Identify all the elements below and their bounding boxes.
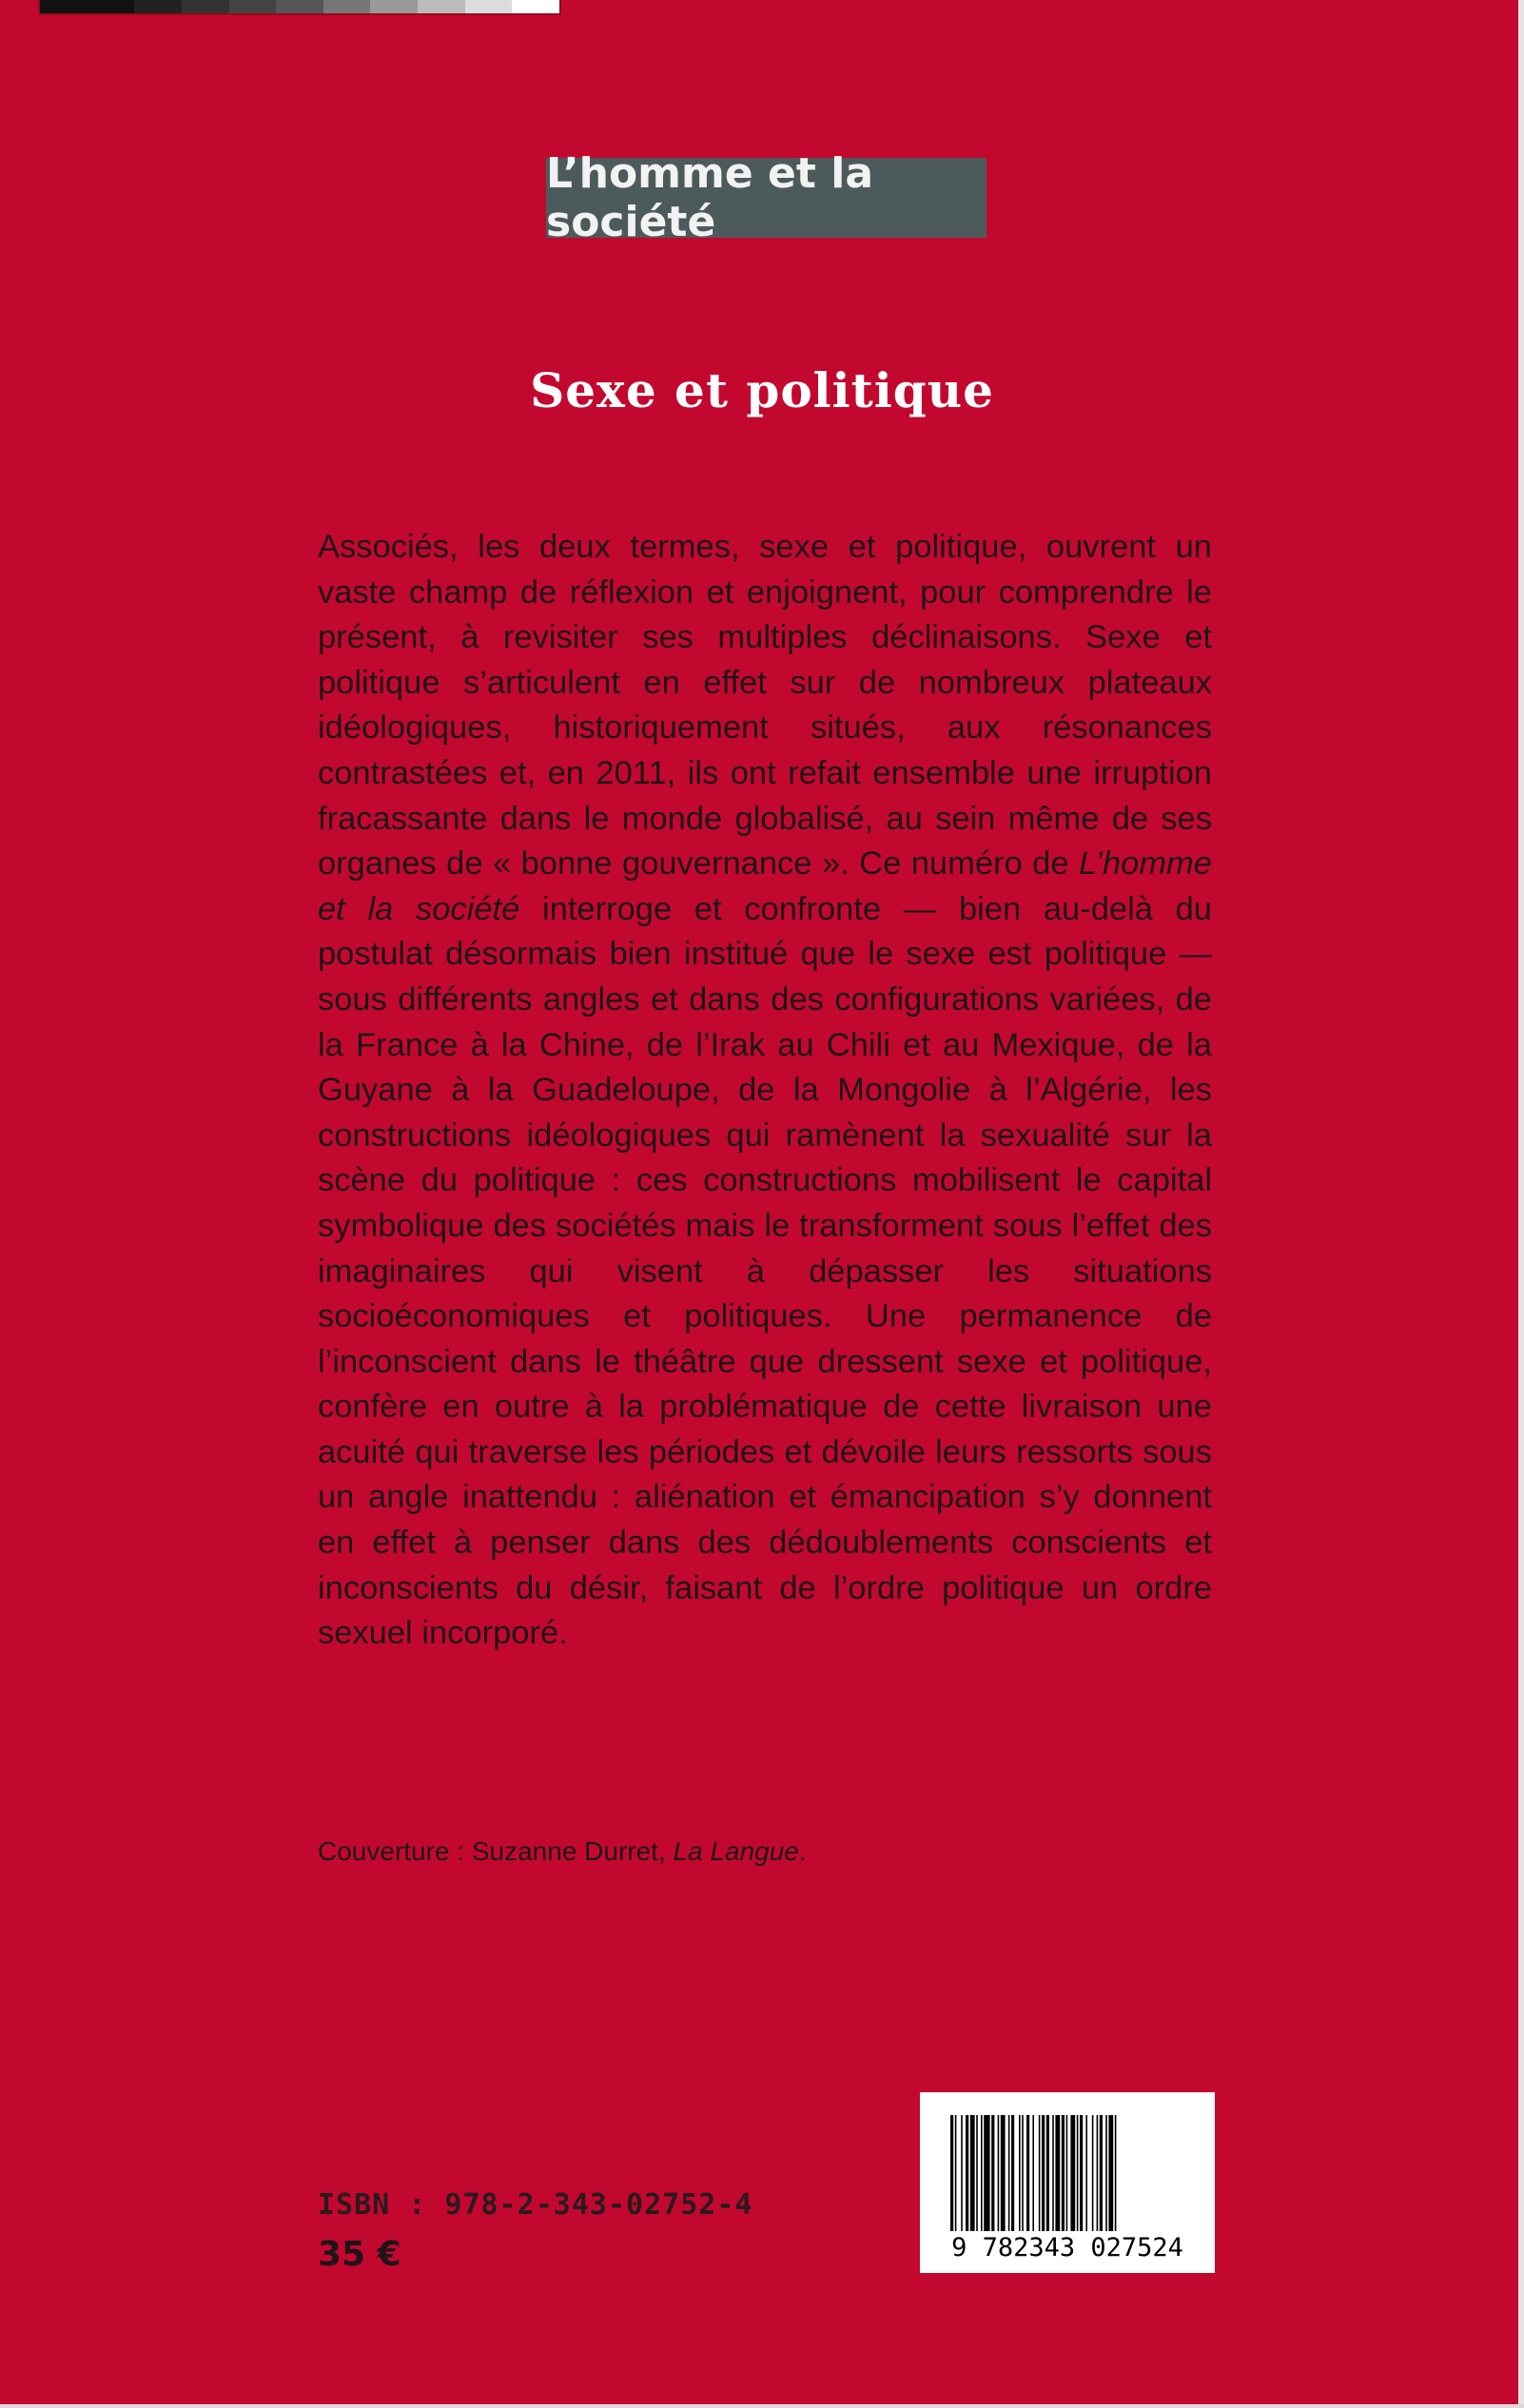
cover-credit (318, 1836, 807, 1867)
page-edge-bottom (0, 2404, 1524, 2408)
blurb-text (318, 525, 1212, 1657)
blurb-part-2: interroge et confronte — bien au-delà du postulat désormais bien institué que le sexe est politique — sous différents angles et dans des configurations variées, de la France à la Chine, de l’Irak au Chili et au Mexique, de la Guyane à la Guadeloupe, de la Mongolie à l’Algérie, les constructions idéologiques qui ramènent la sexualité sur la scène du politique : ces constructions mobilisent le capital symbolique des sociétés mais le transforment sous l’effet des imaginaires qui visent à dépasser les situations socioéconomiques et politiques. Une permanence de l’inconscient dans le théâtre que dressent sexe et politique, confère en outre à la problématique de cette livraison une acuité qui traverse les périodes et dévoile leurs ressorts sous un angle inattendu : aliénation et émancipation s’y donnent en effet à penser dans des dédoublements conscients et inconscients du désir, faisant de l’ordre politique un ordre sexuel incorporé. (318, 890, 1212, 1652)
barcode-bar (1001, 2115, 1006, 2231)
barcode-bar (1085, 2115, 1087, 2231)
blurb-part-1: Associés, les deux termes, sexe et politique, ouvrent un vaste champ de réflexion et enjoignent, pour comprendre le présent, à revisiter ses multiples déclinaisons. Sexe et politique s’articulent en effet sur de nombreux plateaux idéologiques, historiquement situés, aux résonances contrastées et, en 2011, ils ont refait ensemble une irruption fracassante dans le monde globalisé, au sein même de ses organes de « bonne gouvernance ». Ce numéro de (318, 529, 1212, 883)
barcode-bar (1092, 2115, 1094, 2231)
series-badge: L’homme et la société (546, 158, 987, 238)
credit-suffix: . (798, 1836, 807, 1866)
barcode-bar (1066, 2115, 1068, 2231)
barcode-bar (984, 2115, 989, 2231)
barcode-bar (1042, 2115, 1045, 2231)
barcode-bar (1105, 2115, 1107, 2231)
barcode-bar (1062, 2115, 1065, 2231)
barcode-bar (1008, 2115, 1010, 2231)
barcode-bar (1070, 2115, 1075, 2231)
barcode-bar (981, 2115, 983, 2231)
barcode-bar (1108, 2115, 1113, 2231)
barcode-bar (1026, 2115, 1029, 2231)
barcode-bar (1032, 2115, 1034, 2231)
barcode-bar (1100, 2115, 1103, 2231)
blurb-journal-title: L’homme et la société (318, 845, 1212, 927)
barcode-bar (955, 2115, 957, 2231)
barcode (920, 2092, 1215, 2273)
barcode-bars (950, 2115, 1184, 2231)
barcode-bar (976, 2115, 978, 2231)
barcode-bar (1039, 2115, 1041, 2231)
barcode-bar (998, 2115, 1000, 2231)
credit-prefix: Couverture : Suzanne Durret, (318, 1836, 674, 1866)
price: 35 € (318, 2235, 401, 2274)
barcode-bar (966, 2115, 968, 2231)
barcode-bar (1011, 2115, 1014, 2231)
barcode-bar (1055, 2115, 1060, 2231)
barcode-bar (970, 2115, 975, 2231)
page-edge-right (1518, 0, 1524, 2408)
barcode-bar (950, 2115, 953, 2231)
barcode-bar (1115, 2115, 1117, 2231)
barcode-number: 9 782343 027524 (929, 2233, 1205, 2263)
barcode-bar (1019, 2115, 1021, 2231)
book-title: Sexe et politique (530, 362, 994, 418)
color-calibration-strip (38, 0, 561, 15)
barcode-bar (1080, 2115, 1083, 2231)
barcode-bar (991, 2115, 994, 2231)
barcode-bar (1022, 2115, 1024, 2231)
barcode-bar (1097, 2115, 1099, 2231)
barcode-bar (1052, 2115, 1054, 2231)
barcode-bar (1046, 2115, 1049, 2231)
barcode-bar (961, 2115, 963, 2231)
credit-work: La Langue (673, 1836, 799, 1866)
isbn: ISBN : 978-2-343-02752-4 (318, 2188, 753, 2222)
barcode-bar (1077, 2115, 1079, 2231)
